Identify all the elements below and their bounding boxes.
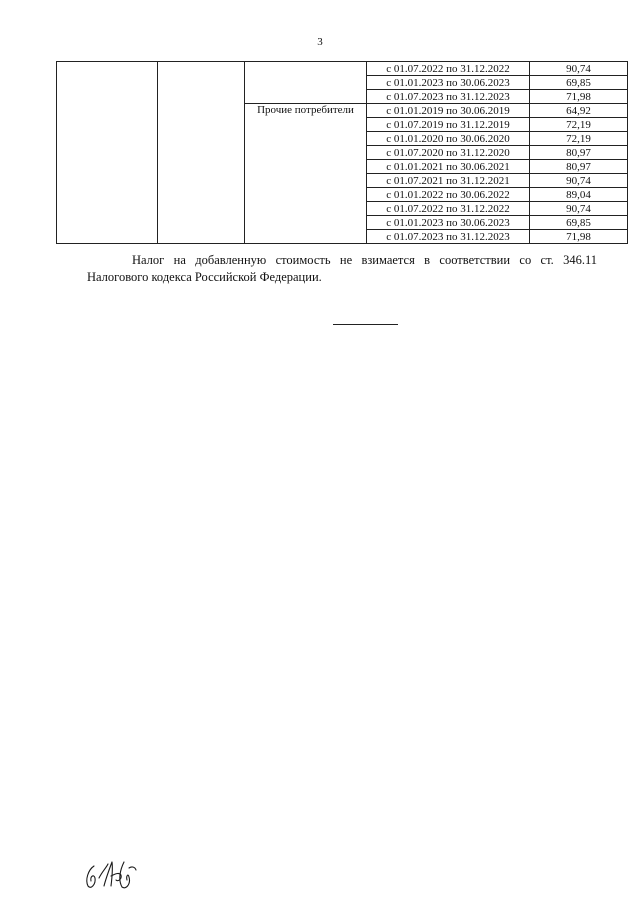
tariff-value-cell: 80,97 — [530, 146, 628, 160]
tariff-value-cell: 71,98 — [530, 90, 628, 104]
tariff-value-cell: 89,04 — [530, 188, 628, 202]
period-cell: с 01.01.2019 по 30.06.2019 — [367, 104, 530, 118]
period-cell: с 01.07.2019 по 31.12.2019 — [367, 118, 530, 132]
period-cell: с 01.01.2023 по 30.06.2023 — [367, 216, 530, 230]
end-of-document-rule — [333, 324, 398, 325]
tariff-value-cell: 90,74 — [530, 202, 628, 216]
tariff-value-cell: 69,85 — [530, 216, 628, 230]
tariff-table — [56, 61, 628, 244]
period-cell: с 01.01.2023 по 30.06.2023 — [367, 76, 530, 90]
period-cell: с 01.01.2022 по 30.06.2022 — [367, 188, 530, 202]
signature-image — [82, 856, 138, 892]
tariff-value-cell: 71,98 — [530, 230, 628, 244]
period-cell: с 01.01.2021 по 30.06.2021 — [367, 160, 530, 174]
blank-cell-col2 — [158, 62, 245, 244]
tariff-value-cell: 72,19 — [530, 118, 628, 132]
tariff-value-cell: 69,85 — [530, 76, 628, 90]
tariff-value-cell: 90,74 — [530, 62, 628, 76]
period-cell: с 01.07.2023 по 31.12.2023 — [367, 230, 530, 244]
period-cell: с 01.07.2020 по 31.12.2020 — [367, 146, 530, 160]
table-row — [57, 62, 628, 76]
period-cell: с 01.07.2021 по 31.12.2021 — [367, 174, 530, 188]
tariff-value-cell: 90,74 — [530, 174, 628, 188]
period-cell: с 01.01.2020 по 30.06.2020 — [367, 132, 530, 146]
vat-note: Налог на добавленную стоимость не взимается в соответствии со ст. 346.11 Налогового кодекса Российской Федерации. — [87, 253, 597, 284]
consumer-category-cell: Прочие потребители — [245, 104, 367, 244]
period-cell: с 01.07.2022 по 31.12.2022 — [367, 202, 530, 216]
period-cell: с 01.07.2023 по 31.12.2023 — [367, 90, 530, 104]
tariff-value-cell: 80,97 — [530, 160, 628, 174]
tariff-value-cell: 64,92 — [530, 104, 628, 118]
period-cell: с 01.07.2022 по 31.12.2022 — [367, 62, 530, 76]
page-number: 3 — [317, 36, 323, 48]
tariff-value-cell: 72,19 — [530, 132, 628, 146]
blank-cell-consumer — [245, 62, 367, 104]
blank-cell-col1 — [57, 62, 158, 244]
